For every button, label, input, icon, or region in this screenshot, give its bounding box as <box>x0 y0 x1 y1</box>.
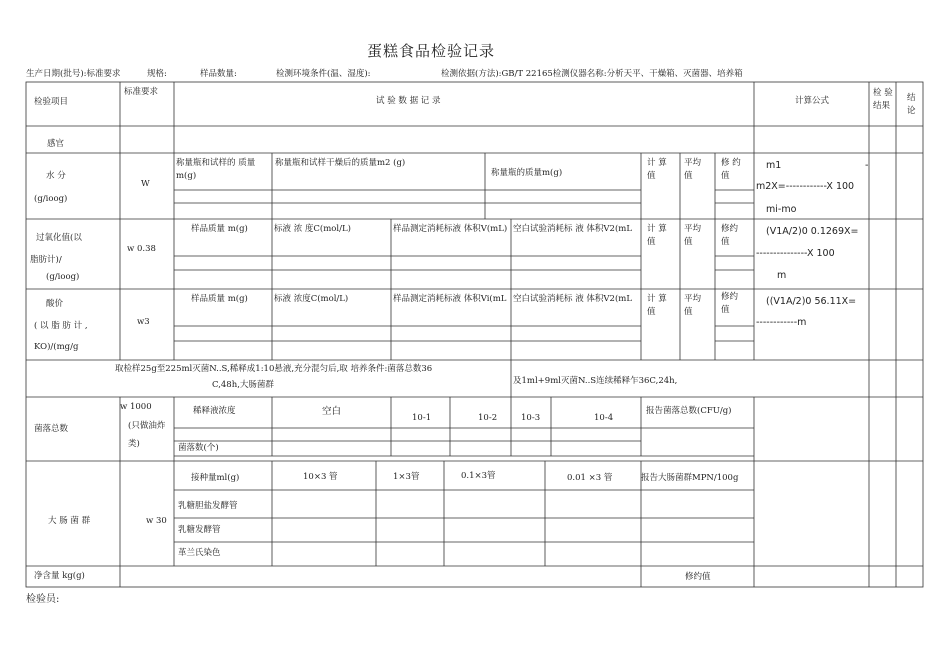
acid-col2: 标液 浓度C(mol/L) <box>274 294 349 304</box>
acid-col1: 样品质量 m(g) <box>191 294 248 304</box>
acid-col4: 空白试验消耗标 液 体积V2(mL <box>513 294 632 304</box>
colony-report: 报告菌落总数(CFU/g) <box>646 406 732 416</box>
header-item: 检验项目 <box>34 97 69 107</box>
peroxide-col2: 标液 浓 度C(mol/L) <box>274 224 351 234</box>
peroxide-label-3: (g/ioog) <box>46 272 80 282</box>
colony-dilution-label: 稀释液浓度 <box>193 406 236 416</box>
moisture-unit: (g/ioog) <box>34 194 68 204</box>
colony-d3: 10-3 <box>521 413 541 423</box>
moisture-col2: 称量瓶和试样干燥后的质量m2 (g) <box>275 158 406 168</box>
acid-label-1: 酸价 <box>46 299 64 309</box>
spec-label: 规格: <box>147 69 167 79</box>
moisture-col3: 称量瓶的质量m(g) <box>491 168 563 178</box>
sample-qty-label: 样品数量: <box>200 69 237 79</box>
coliform-tube-4: 0.01 ×3 管 <box>567 473 613 483</box>
coliform-inoc-label: 接种量ml(g) <box>191 473 240 483</box>
acid-avg: 平均 值 <box>684 294 702 317</box>
moisture-label: 水 分 <box>46 171 66 181</box>
moisture-formula-dash: - <box>865 160 869 171</box>
peroxide-calc: 计 算 值 <box>647 224 667 247</box>
colony-standard-3: 类) <box>128 439 140 449</box>
peroxide-col4: 空白试验消耗标 液 体积V2(mL <box>513 224 632 234</box>
colony-d2: 10-2 <box>478 413 498 423</box>
peroxide-formula-l2: ---------------X 100 <box>756 248 835 259</box>
header-data-record: 试 验 数 据 记 录 <box>376 96 441 106</box>
peroxide-round: 修约 值 <box>721 224 739 247</box>
acid-calc: 计 算 值 <box>647 294 667 317</box>
colony-blank: 空白 <box>322 406 342 417</box>
moisture-formula-l3: mi-mo <box>766 204 797 215</box>
coliform-row-2: 乳糖发酵管 <box>178 525 221 535</box>
acid-label-2: ( 以 脂 肪 计 , <box>34 321 88 331</box>
peroxide-avg: 平均 值 <box>684 224 702 247</box>
acid-formula-l2: ------------m <box>756 317 807 328</box>
peroxide-label-1: 过氧化值(以 <box>36 233 82 243</box>
method-label: 检测依据(方法):GB/T 22165检测仪器名称:分析天平、干燥箱、灭菌器、培养箱 <box>441 69 743 79</box>
colony-d1: 10-1 <box>412 413 432 423</box>
acid-col3: 样品测定消耗标液 体积Vi(mL <box>393 294 507 304</box>
sensory-label: 感官 <box>47 139 65 149</box>
coliform-tube-1: 10×3 管 <box>303 472 338 482</box>
coliform-label: 大 肠 菌 群 <box>48 516 91 526</box>
coliform-report: 报告大肠菌群MPN/100g <box>641 473 739 483</box>
moisture-standard: W <box>141 179 150 189</box>
env-label: 检测环境条件(温、湿度): <box>276 69 371 79</box>
colony-label: 菌落总数 <box>34 424 69 434</box>
moisture-formula-l1: m1 <box>766 160 782 171</box>
acid-round: 修约 值 <box>721 292 739 315</box>
header-formula: 计算公式 <box>795 96 830 106</box>
header-result: 检 验 结果 <box>873 88 893 111</box>
peroxide-col1: 样品质量 m(g) <box>191 224 248 234</box>
coliform-row-1: 乳糖胆盐发酵管 <box>178 501 238 511</box>
colony-standard-2: (只做油炸 <box>128 421 166 431</box>
colony-d4: 10-4 <box>594 413 614 423</box>
peroxide-label-2: 脂肪计)/ <box>30 255 62 265</box>
inspector-label: 检验员: <box>26 594 60 605</box>
coliform-standard: w 30 <box>146 516 167 526</box>
coliform-row-3: 革兰氏染色 <box>178 548 221 558</box>
peroxide-formula-l3: m <box>777 270 787 281</box>
net-content-label: 净含量 kg(g) <box>34 571 85 581</box>
header-standard: 标准要求 <box>124 87 159 97</box>
colony-standard-1: w 1000 <box>120 402 152 412</box>
moisture-formula-l2: m2X=------------X 100 <box>756 181 855 192</box>
moisture-avg: 平均 值 <box>684 158 702 181</box>
header-conclusion: 结 论 <box>907 93 916 116</box>
sampling-text-1: 取检样25g至225ml灭菌N..S,稀释成1:10悬液,充分混匀后,取 培养条件:菌落总数36 <box>115 364 433 374</box>
moisture-calc: 计 算 值 <box>647 158 667 181</box>
moisture-round: 修 约 值 <box>721 158 741 181</box>
coliform-tube-2: 1×3管 <box>393 472 420 482</box>
acid-standard: w3 <box>137 317 150 327</box>
peroxide-col3: 样品测定消耗标液 体积V(mL) <box>393 224 508 234</box>
coliform-tube-3: 0.1×3管 <box>461 471 496 481</box>
moisture-col1: 称量瓶和试样的 质量m(g) <box>176 158 256 181</box>
acid-label-3: KO)/(mg/g <box>34 342 79 352</box>
production-date-label: 生产日期(批号):标准要求 <box>26 69 121 79</box>
acid-formula-l1: ((V1A/2)0 56.11X= <box>766 296 857 307</box>
sampling-text-2: C,48h,大肠菌群 <box>212 380 274 390</box>
peroxide-standard: w 0.38 <box>127 244 156 254</box>
colony-count-label: 菌落数(个) <box>178 443 219 453</box>
page-title: 蛋糕食品检验记录 <box>367 42 496 60</box>
peroxide-formula-l1: (V1A/2)0 0.1269X= <box>766 226 859 237</box>
net-content-round: 修约值 <box>685 572 711 582</box>
sampling-text-right: 及1ml+9ml灭菌N..S连续稀释乍36C,24h, <box>513 376 678 386</box>
